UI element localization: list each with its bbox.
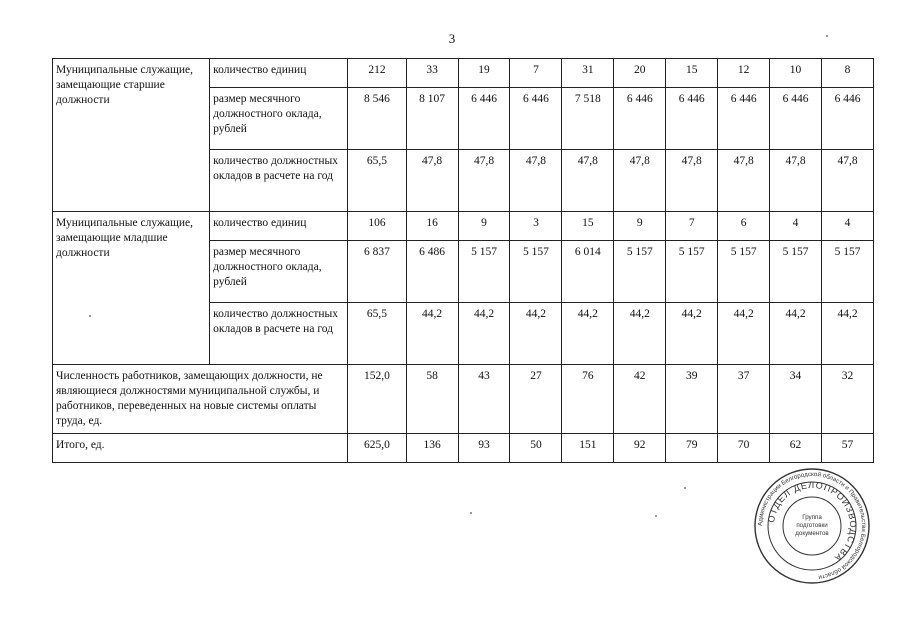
value-cell: 151	[562, 434, 614, 463]
value-cell: 9	[614, 212, 666, 241]
value-cell: 5 157	[458, 241, 510, 303]
value-cell: 79	[666, 434, 718, 463]
stamp-center-line2: подготовки	[796, 522, 828, 529]
value-cell: 6 446	[458, 88, 510, 150]
value-cell: 7 518	[562, 88, 614, 150]
value-cell: 6 446	[614, 88, 666, 150]
value-cell: 12	[718, 59, 770, 88]
value-cell: 44,2	[562, 303, 614, 365]
value-cell: 15	[562, 212, 614, 241]
speck	[470, 512, 472, 514]
group-label: Муниципальные служащие, замещающие старшие должности	[53, 59, 210, 212]
value-cell: 5 157	[822, 241, 874, 303]
value-cell: 6 446	[718, 88, 770, 150]
value-cell: 6 446	[666, 88, 718, 150]
value-cell: 44,2	[666, 303, 718, 365]
value-cell: 6 446	[770, 88, 822, 150]
value-cell: 93	[458, 434, 510, 463]
office-stamp	[752, 466, 872, 586]
value-cell: 33	[406, 59, 458, 88]
stamp-outer-text: Администрации Белгородской области и Правительства Белгородской области	[756, 470, 868, 581]
value-cell: 92	[614, 434, 666, 463]
value-cell: 50	[510, 434, 562, 463]
value-cell: 47,8	[770, 150, 822, 212]
value-cell: 62	[770, 434, 822, 463]
table-row	[53, 212, 874, 241]
value-cell: 625,0	[348, 434, 406, 463]
value-cell: 32	[822, 365, 874, 434]
value-cell: 47,8	[822, 150, 874, 212]
value-cell: 44,2	[406, 303, 458, 365]
value-cell: 3	[510, 212, 562, 241]
value-cell: 44,2	[822, 303, 874, 365]
value-cell: 47,8	[406, 150, 458, 212]
speck	[655, 515, 657, 517]
value-cell: 6 446	[822, 88, 874, 150]
value-cell: 65,5	[348, 303, 406, 365]
value-cell: 39	[666, 365, 718, 434]
value-cell: 8	[822, 59, 874, 88]
value-cell: 6	[718, 212, 770, 241]
table-row	[53, 59, 874, 88]
value-cell: 8 546	[348, 88, 406, 150]
value-cell: 5 157	[614, 241, 666, 303]
stamp-ring-text: ОТДЕЛ ДЕЛОПРОИЗВОДСТВА	[766, 479, 859, 564]
workers-row-label: Численность работников, замещающих должности, не являющиеся должностями муниципальной службы, и работников, переведенных на новые системы оплаты труда, ед.	[53, 365, 348, 434]
speck	[826, 35, 828, 37]
value-cell: 76	[562, 365, 614, 434]
value-cell: 19	[458, 59, 510, 88]
total-row-label: Итого, ед.	[53, 434, 348, 463]
value-cell: 47,8	[614, 150, 666, 212]
value-cell: 47,8	[666, 150, 718, 212]
value-cell: 7	[510, 59, 562, 88]
staffing-table	[52, 58, 874, 463]
value-cell: 65,5	[348, 150, 406, 212]
value-cell: 8 107	[406, 88, 458, 150]
row-label: количество единиц	[210, 212, 348, 241]
row-label: количество должностных окладов в расчете на год	[210, 150, 348, 212]
value-cell: 47,8	[718, 150, 770, 212]
value-cell: 5 157	[718, 241, 770, 303]
value-cell: 5 157	[770, 241, 822, 303]
value-cell: 44,2	[510, 303, 562, 365]
workers-row	[53, 365, 874, 434]
value-cell: 47,8	[562, 150, 614, 212]
value-cell: 42	[614, 365, 666, 434]
value-cell: 4	[822, 212, 874, 241]
value-cell: 212	[348, 59, 406, 88]
value-cell: 20	[614, 59, 666, 88]
value-cell: 44,2	[718, 303, 770, 365]
value-cell: 6 837	[348, 241, 406, 303]
value-cell: 15	[666, 59, 718, 88]
row-label: количество должностных окладов в расчете на год	[210, 303, 348, 365]
stamp-center-line3: документов	[795, 530, 829, 537]
value-cell: 27	[510, 365, 562, 434]
speck	[89, 315, 91, 317]
value-cell: 47,8	[510, 150, 562, 212]
value-cell: 6 486	[406, 241, 458, 303]
value-cell: 6 446	[510, 88, 562, 150]
value-cell: 44,2	[614, 303, 666, 365]
value-cell: 152,0	[348, 365, 406, 434]
stamp-center-line1: Группа	[802, 514, 822, 521]
value-cell: 44,2	[458, 303, 510, 365]
value-cell: 106	[348, 212, 406, 241]
total-row	[53, 434, 874, 463]
value-cell: 4	[770, 212, 822, 241]
row-label: размер месячного должностного оклада, рублей	[210, 241, 348, 303]
value-cell: 136	[406, 434, 458, 463]
value-cell: 47,8	[458, 150, 510, 212]
speck	[684, 487, 686, 489]
value-cell: 7	[666, 212, 718, 241]
value-cell: 58	[406, 365, 458, 434]
value-cell: 5 157	[510, 241, 562, 303]
row-label: размер месячного должностного оклада, рублей	[210, 88, 348, 150]
page-number: 3	[448, 31, 456, 46]
group-label: Муниципальные служащие, замещающие младшие должности	[53, 212, 210, 365]
value-cell: 10	[770, 59, 822, 88]
value-cell: 70	[718, 434, 770, 463]
value-cell: 6 014	[562, 241, 614, 303]
value-cell: 9	[458, 212, 510, 241]
value-cell: 44,2	[770, 303, 822, 365]
value-cell: 31	[562, 59, 614, 88]
value-cell: 5 157	[666, 241, 718, 303]
row-label: количество единиц	[210, 59, 348, 88]
value-cell: 37	[718, 365, 770, 434]
value-cell: 57	[822, 434, 874, 463]
value-cell: 34	[770, 365, 822, 434]
value-cell: 43	[458, 365, 510, 434]
value-cell: 16	[406, 212, 458, 241]
